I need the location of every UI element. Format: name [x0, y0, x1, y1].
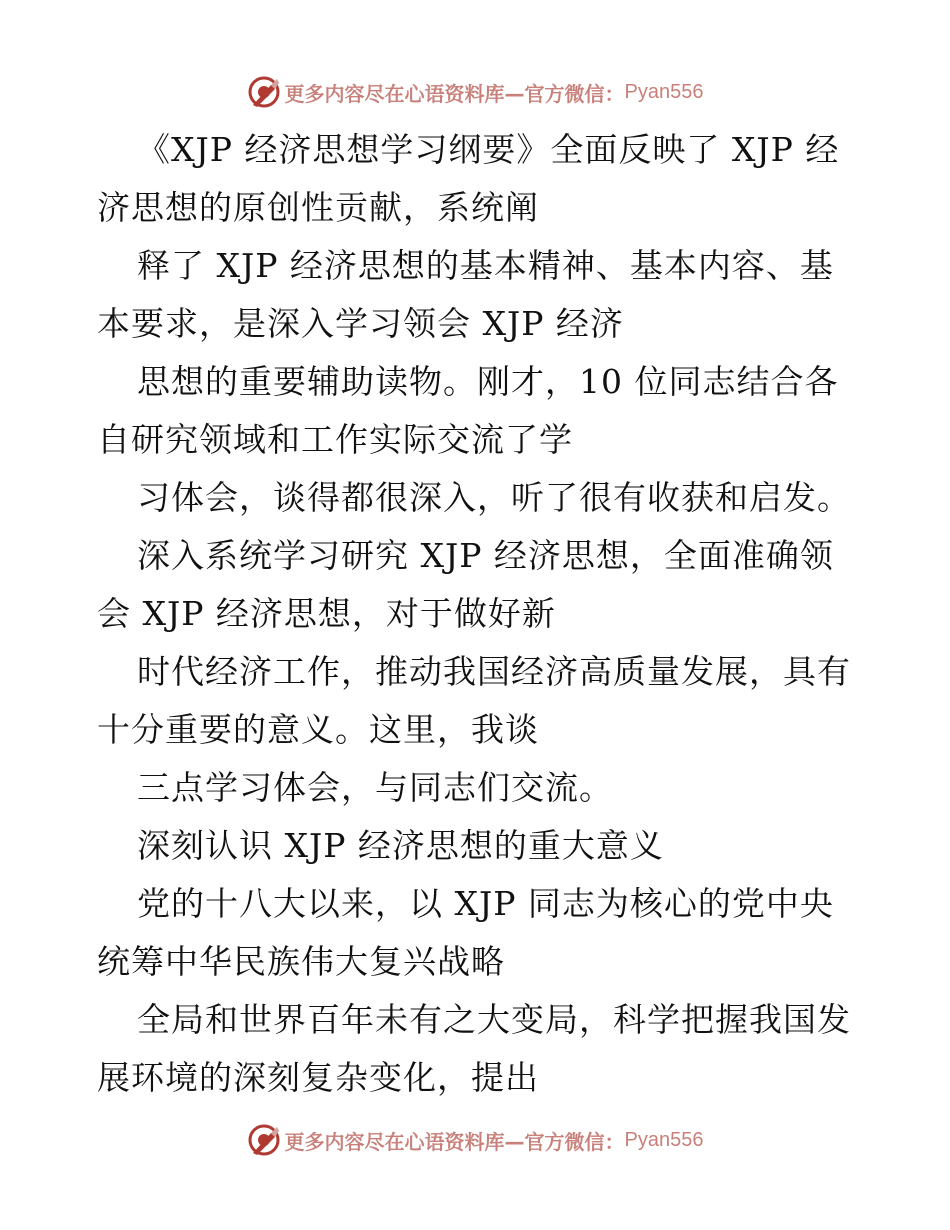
watermark-id: Pyan556 — [624, 1128, 704, 1151]
paragraph-line: 三点学习体会，与同志们交流。 — [137, 768, 613, 807]
paragraph-line: 全局和世界百年未有之大变局，科学把握我国发 — [137, 1000, 851, 1039]
paragraph-line: 本要求，是深入学习领会 XJP 经济 — [97, 304, 624, 343]
watermark-id: Pyan556 — [624, 80, 704, 103]
paragraph-line: 十分重要的意义。这里，我谈 — [97, 710, 539, 749]
paragraph-line: 时代经济工作，推动我国经济高质量发展，具有 — [137, 652, 851, 691]
paragraph-line: 会 XJP 经济思想，对于做好新 — [97, 594, 556, 633]
pen-logo-icon — [247, 1123, 281, 1157]
paragraph-line: 统筹中华民族伟大复兴战略 — [97, 942, 505, 981]
paragraph-line: 展环境的深刻复杂变化，提出 — [97, 1058, 539, 1097]
paragraph-line: 习体会，谈得都很深入，听了很有收获和启发。 — [137, 478, 851, 517]
watermark-text: 更多内容尽在心语资料库—官方微信： — [284, 1129, 625, 1154]
watermark-text: 更多内容尽在心语资料库—官方微信： — [284, 81, 625, 106]
paragraph-line: 自研究领域和工作实际交流了学 — [97, 420, 573, 459]
pen-logo-icon — [247, 75, 281, 109]
paragraph-line: 思想的重要辅助读物。刚才，10 位同志结合各 — [137, 362, 839, 401]
paragraph-line: 释了 XJP 经济思想的基本精神、基本内容、基 — [137, 246, 834, 285]
section-heading: 深刻认识 XJP 经济思想的重大意义 — [137, 826, 664, 865]
paragraph-line: 党的十八大以来，以 XJP 同志为核心的党中央 — [137, 884, 834, 923]
paragraph-line: 济思想的原创性贡献，系统阐 — [97, 188, 539, 227]
paragraph-line: 深入系统学习研究 XJP 经济思想，全面准确领 — [137, 536, 834, 575]
header-watermark — [0, 72, 950, 112]
footer-watermark — [0, 1120, 950, 1160]
paragraph-line: 《XJP 经济思想学习纲要》全面反映了 XJP 经 — [137, 130, 840, 169]
